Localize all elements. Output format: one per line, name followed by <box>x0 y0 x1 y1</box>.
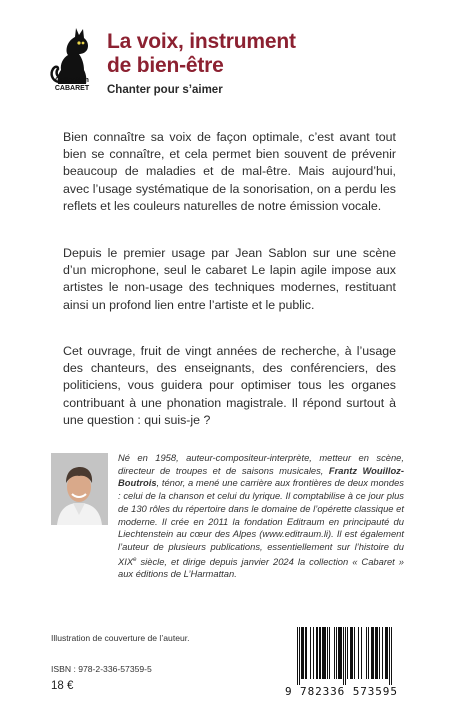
century-superscript: e <box>133 556 137 563</box>
blurb-paragraph-3: Cet ouvrage, fruit de vingt années de recherche, à l’usage des chanteurs, des enseignants, des conférenciers, des politiciens, vous guidera pour optimiser tous les organes contribuant à une phonation magistrale. Il répond surtout à une question : qui suis-je ? <box>63 344 396 427</box>
barcode-bar <box>329 627 330 679</box>
barcode-bar <box>306 627 307 679</box>
bio-end: siècle, et dirige depuis janvier 2024 la collection « Cabaret » aux éditions de L’Harmattan. <box>118 555 404 580</box>
barcode-bar <box>336 627 337 679</box>
barcode-bar <box>316 627 317 679</box>
barcode-bar <box>352 627 353 679</box>
isbn: ISBN : 978-2-336-57359-5 <box>51 664 152 674</box>
blurb-paragraph-2: Depuis le premier usage par Jean Sablon sur une scène d’un microphone, seul le cabaret Le lapin agile impose aux artistes le non-usage des techniques modernes, restituant ainsi un profond lien entre l’artiste et le public. <box>63 246 396 312</box>
book-subtitle: Chanter pour s’aimer <box>107 84 223 96</box>
author-photo <box>51 453 108 525</box>
barcode-bar <box>301 627 302 679</box>
barcode-bar <box>391 627 392 685</box>
barcode-bar <box>373 627 374 679</box>
author-name: Frantz Wouilloz-Boutrois <box>118 464 404 489</box>
title-line-1: La voix, instrument <box>107 30 296 53</box>
barcode-bar <box>325 627 326 679</box>
barcode-bar <box>366 627 367 679</box>
barcode-bar <box>389 627 390 685</box>
barcode-bar <box>340 627 341 679</box>
barcode-bar <box>302 627 303 679</box>
barcode-bar <box>386 627 387 679</box>
cover-credit: Illustration de couverture de l’auteur. <box>51 633 190 643</box>
barcode-digits: 9 782336 573595 <box>285 685 398 698</box>
barcode-bar <box>368 627 369 679</box>
barcode-bar <box>297 627 298 685</box>
price: 18 € <box>51 680 74 692</box>
barcode-bar <box>339 627 340 679</box>
barcode-bar <box>320 627 321 679</box>
barcode-bar <box>305 627 306 679</box>
barcode-bar <box>372 627 373 679</box>
barcode-bar <box>382 627 383 679</box>
barcode-bar <box>347 627 348 679</box>
barcode-bar <box>323 627 324 679</box>
barcode-bar <box>377 627 378 679</box>
barcode-bar <box>322 627 323 679</box>
barcode-bar <box>310 627 311 679</box>
author-bio <box>118 452 404 581</box>
barcode <box>285 627 405 707</box>
barcode-bar <box>299 627 300 685</box>
barcode-bar <box>385 627 386 679</box>
barcode-bar <box>375 627 376 679</box>
barcode-bar <box>341 627 342 679</box>
barcode-bar <box>343 627 344 685</box>
barcode-bar <box>319 627 320 679</box>
barcode-bar <box>313 627 314 679</box>
barcode-bar <box>361 627 362 679</box>
barcode-bar <box>351 627 352 679</box>
collection-label: Collection CABARET <box>54 77 90 92</box>
book-title <box>107 30 296 78</box>
barcode-bars <box>285 627 405 685</box>
barcode-bar <box>327 627 328 679</box>
barcode-bar <box>387 627 388 679</box>
barcode-bar <box>324 627 325 679</box>
barcode-bar <box>376 627 377 679</box>
barcode-bar <box>334 627 335 679</box>
barcode-bar <box>350 627 351 679</box>
bio-start: Né en 1958, auteur-compositeur-interprète, metteur en scène, directeur de troupes et de saisons musicales, <box>118 452 404 476</box>
barcode-bar <box>303 627 304 679</box>
barcode-bar <box>345 627 346 685</box>
barcode-bar <box>317 627 318 679</box>
barcode-bar <box>371 627 372 679</box>
bio-mid: , ténor, a mené une carrière aux frontières de deux mondes : celui de la chanson et celui du lyrique. Il comptabilise à ce jour plus de 130 rôles du répertoire dans le domaine de l’opérette classique et moderne. Il crée en 2011 la fondation Editraum en principauté du Liechtenstein au cœur des Alpes (www.editraum.li). Il est également l’auteur de plusieurs publications, essentiellement sur l’histoire du XIX <box>118 477 404 567</box>
barcode-bar <box>354 627 355 679</box>
barcode-bar <box>358 627 359 679</box>
blurb-paragraph-1: Bien connaître sa voix de façon optimale, c’est avant tout bien se connaître, et cela permet bien souvent de prévenir beaucoup de maladies et de mal-être. Mais aujourd’hui, avec l’usage systématique de la sonorisation, on a perdu les reflets et les couleurs naturelles de notre émission vocale. <box>63 130 396 213</box>
barcode-bar <box>338 627 339 679</box>
barcode-bar <box>379 627 380 679</box>
title-line-2: de bien-être <box>107 54 224 77</box>
